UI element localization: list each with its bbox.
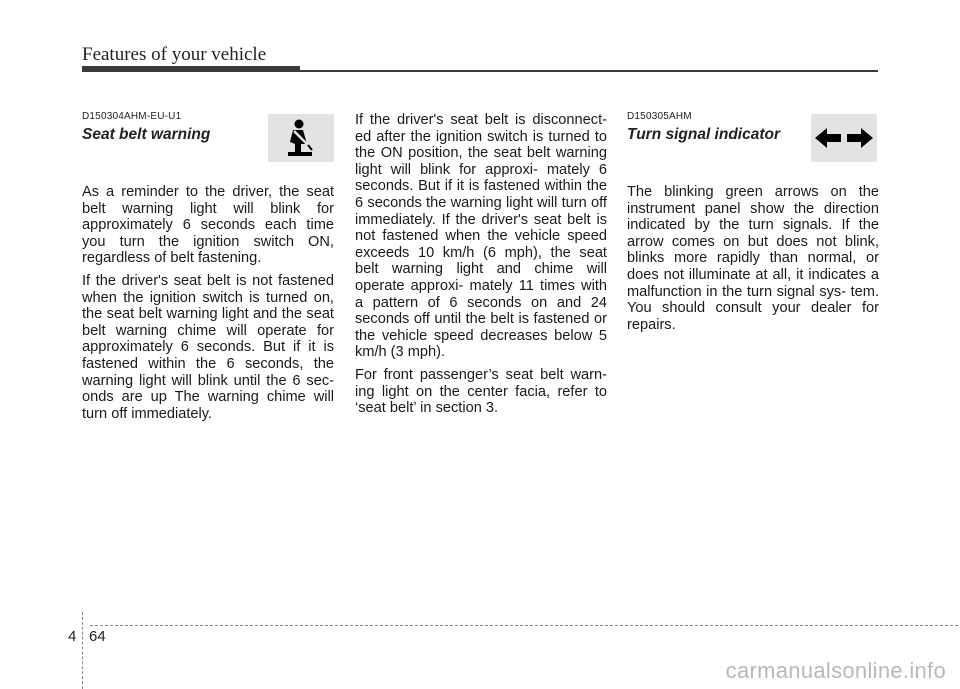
seat-belt-text bbox=[82, 184, 334, 428]
chapter-number: 4 bbox=[68, 628, 77, 645]
section-title-seat-belt: Seat belt warning bbox=[82, 126, 211, 143]
seat-belt-paragraph-1: As a reminder to the driver, the seat belt warning light will blink for approximately 6 seconds each time you turn the ignition switch ON, regardless of belt fastening. bbox=[82, 184, 334, 267]
seat-belt-icon bbox=[268, 114, 334, 162]
header-rule-thin bbox=[300, 70, 878, 72]
section-code-turn-signal: D150305AHM bbox=[627, 111, 692, 122]
header-rule-thick bbox=[82, 66, 300, 72]
section-title-turn-signal: Turn signal indicator bbox=[627, 126, 781, 143]
middle-paragraph-1: If the driver's seat belt is disconnect- ed after the ignition switch is turned to the ON position, the seat belt warning light will blink for approxi- mately 6 seconds. But if it is fastened within the 6 seconds the warning light will turn off immediately. If the driver's seat belt is not fastened when the vehicle speed exceeds 10 km/h (6 mph), the seat belt warning light and chime will operate approxi- mately 11 times with a pattern of 6 seconds on and 24 seconds off until the belt is fastened or the vehicle speed decreases below 5 km/h (3 mph). bbox=[355, 112, 607, 361]
page-header-title: Features of your vehicle bbox=[82, 44, 267, 65]
footer-rule bbox=[90, 625, 958, 626]
footer-divider bbox=[82, 612, 83, 689]
watermark: carmanualsonline.info bbox=[725, 658, 946, 683]
seat-belt-paragraph-2: If the driver's seat belt is not fastened when the ignition switch is turned on, the seat belt warning light and the seat belt warning chime will operate for approximately 6 seconds. But if it is fastened within the 6 seconds, the warning light will blink until the 6 sec- onds are up The warning chime will turn off immediately. bbox=[82, 272, 334, 422]
middle-paragraph-2: For front passenger’s seat belt warn- ing light on the center facia, refer to ‘seat belt’ in section 3. bbox=[355, 366, 607, 417]
turn-signal-text bbox=[627, 184, 879, 339]
seat-belt-continued-text bbox=[355, 112, 607, 423]
turn-signal-arrows-icon bbox=[811, 114, 877, 162]
page-number: 64 bbox=[89, 628, 106, 645]
turn-signal-paragraph-1: The blinking green arrows on the instrument panel show the direction indicated by the turn signals. If the arrow comes on but does not blink, blinks more rapidly than normal, or does not illuminate at all, it indicates a malfunction in the turn signal sys- tem. You should consult your dealer for repairs. bbox=[627, 184, 879, 333]
section-code-seat-belt: D150304AHM-EU-U1 bbox=[82, 111, 182, 122]
